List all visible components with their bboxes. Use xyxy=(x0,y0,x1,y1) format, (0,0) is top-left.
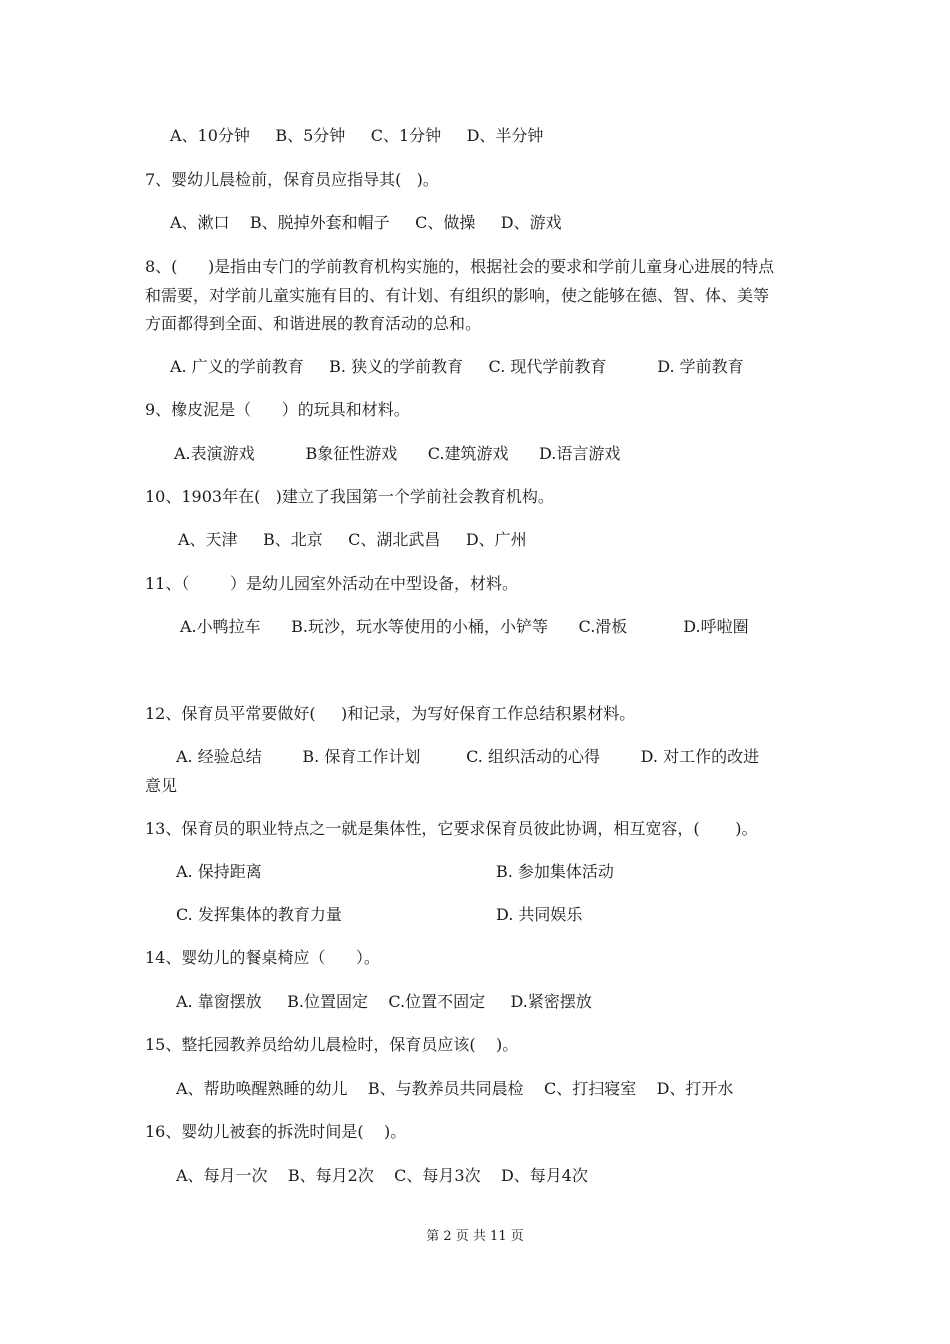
q8-stem-line1: 8、( )是指由专门的学前教育机构实施的，根据社会的要求和学前儿童身心进展的特点 xyxy=(145,257,775,276)
q10-options: A、天津 B、北京 C、湖北武昌 D、广州 xyxy=(178,530,527,549)
q9-options: A.表演游戏 B象征性游戏 C.建筑游戏 D.语言游戏 xyxy=(174,444,621,463)
q15-stem: 15、整托园教养员给幼儿晨检时，保育员应该( )。 xyxy=(145,1035,519,1054)
q13-option-a: A. 保持距离 xyxy=(176,862,262,881)
q7-options: A、漱口 B、脱掉外套和帽子 C、做操 D、游戏 xyxy=(170,213,562,232)
q9-stem: 9、橡皮泥是（ ）的玩具和材料。 xyxy=(145,400,410,419)
q8-options: A. 广义的学前教育 B. 狭义的学前教育 C. 现代学前教育 D. 学前教育 xyxy=(170,357,744,376)
q12-options-wrap: 意见 xyxy=(145,776,178,795)
q13-stem: 13、保育员的职业特点之一就是集体性，它要求保育员彼此协调，相互宽容，( )。 xyxy=(145,819,758,838)
q6-options: A、10分钟 B、5分钟 C、1分钟 D、半分钟 xyxy=(170,126,544,145)
q7-stem: 7、婴幼儿晨检前，保育员应指导其( )。 xyxy=(145,170,439,189)
q11-options: A.小鸭拉车 B.玩沙，玩水等使用的小桶，小铲等 C.滑板 D.呼啦圈 xyxy=(180,617,749,636)
q15-options: A、帮助唤醒熟睡的幼儿 B、与教养员共同晨检 C、打扫寝室 D、打开水 xyxy=(176,1079,734,1098)
q14-stem: 14、婴幼儿的餐桌椅应（ ）。 xyxy=(145,948,380,967)
q13-option-b: B. 参加集体活动 xyxy=(496,862,614,881)
q8-stem-line3: 方面都得到全面、和谐进展的教育活动的总和。 xyxy=(145,314,482,333)
q16-stem: 16、婴幼儿被套的拆洗时间是( )。 xyxy=(145,1122,407,1141)
q16-options: A、每月一次 B、每月2次 C、每月3次 D、每月4次 xyxy=(176,1166,588,1185)
q13-option-d: D. 共同娱乐 xyxy=(496,905,583,924)
q10-stem: 10、1903年在( )建立了我国第一个学前社会教育机构。 xyxy=(145,487,554,506)
page-footer: 第 2 页 共 11 页 xyxy=(426,1229,524,1244)
q12-stem: 12、保育员平常要做好( )和记录，为写好保育工作总结积累材料。 xyxy=(145,704,636,723)
q14-options: A. 靠窗摆放 B.位置固定 C.位置不固定 D.紧密摆放 xyxy=(176,992,592,1011)
q11-stem: 11、（ ）是幼儿园室外活动在中型设备，材料。 xyxy=(145,574,519,593)
q13-option-c: C. 发挥集体的教育力量 xyxy=(176,905,342,924)
q12-options: A. 经验总结 B. 保育工作计划 C. 组织活动的心得 D. 对工作的改进 xyxy=(176,747,760,766)
q8-stem-line2: 和需要，对学前儿童实施有目的、有计划、有组织的影响，使之能够在德、智、体、美等 xyxy=(145,286,770,305)
